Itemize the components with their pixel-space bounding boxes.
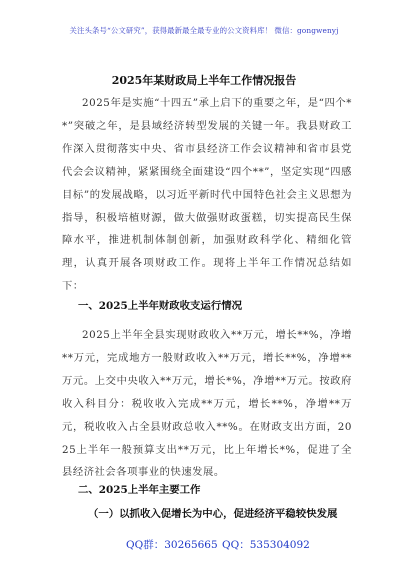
section-heading-2: 二、2025上半年主要工作	[78, 484, 201, 496]
footer-qq: QQ：535304092	[222, 539, 310, 551]
subsection-heading-1: （一）以抓收入促增长为中心，促进经济平稳较快发展	[88, 508, 338, 520]
footer-qq-group: QQ群：30265665	[126, 539, 218, 551]
intro-paragraph: 2025年是实施“十四五”承上启下的重要之年，是“四个**”突破之年，是县域经济转型发展的关键一年。我县财政工作深入贯彻落实中央、省市县经济工作会议精神和省市县党代会会议精神，紧紧围绕全面建设“四个**”，坚定实现“四感目标”的发展战略，以习近平新时代中国特色社会主义思想为指导，积极培植财源，做大做强财政蛋糕，切实提高民生保障水平，推进机制体制创新，加强财政科学化、精细化管理，认真开展各项财政工作。现将上半年工作情况总结如下：	[62, 97, 352, 293]
promo-header-note: 关注头条号“公文研究”，获得最新最全最专业的公文资料库！ 微信：gongwenyj	[69, 26, 339, 35]
revenue-paragraph: 2025上半年全县实现财政收入**万元，增长**%，净增**万元，完成地方一般财政收入**万元，增长**%，净增**万元。上交中央收入**万元，增长*%，净增**万元。按政府收入科目分：税收收入完成**万元，增长**%，净增**万元，税收收入占全县财政总收入**%。在财政支出方面，2025上半年一般预算支出**万元，比上年增长*%，促进了全县经济社会各项事业的快速发展。	[62, 329, 352, 479]
document-title: 2025年某财政局上半年工作情况报告	[111, 74, 297, 87]
section-heading-1: 一、2025上半年财政收支运行情况	[78, 300, 242, 312]
